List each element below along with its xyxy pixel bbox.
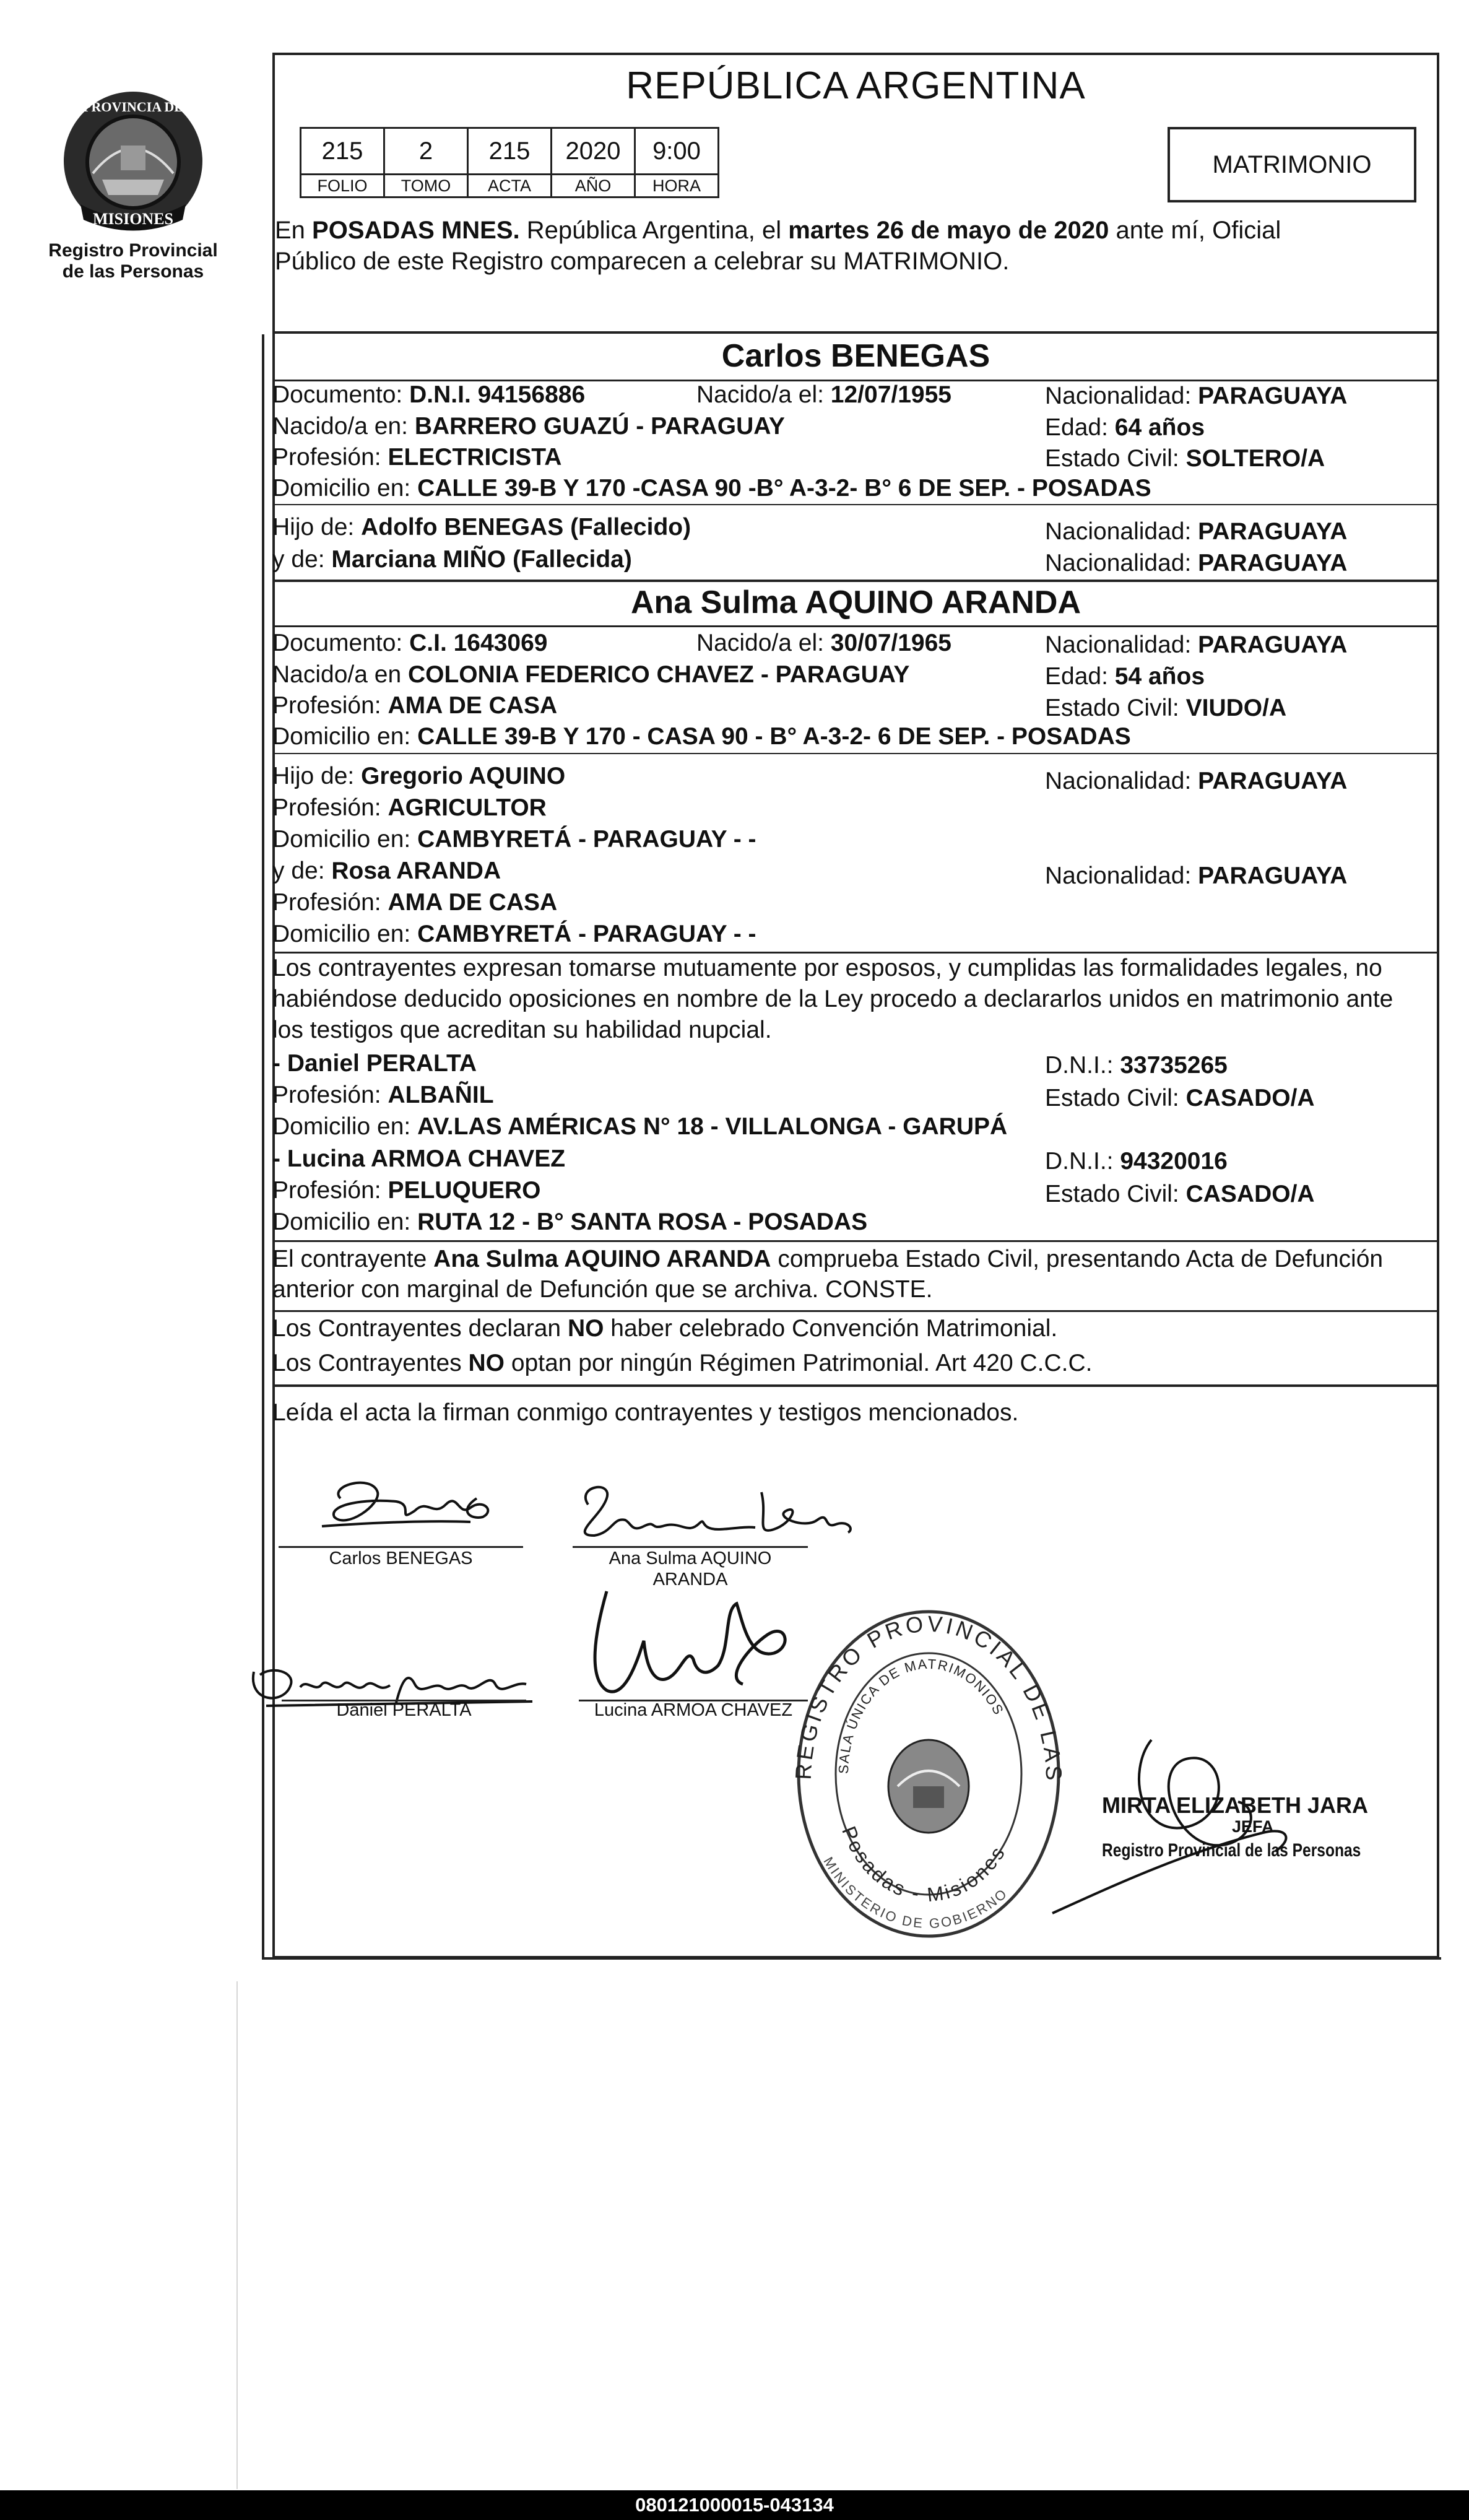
acta-value: 215 [468,128,552,175]
scan-margin-line [236,1981,238,2489]
witness-1-dni: D.N.I.: 33735265 [1045,1052,1228,1079]
official-role: JEFA [1232,1817,1274,1836]
folio-value: 215 [301,128,384,175]
logo-band-text: MISIONES [92,210,174,228]
divider [272,625,1439,627]
frame-outer-bottom [262,1957,1441,1960]
groom-mother-nationality: Nacionalidad: PARAGUAYA [1045,550,1348,576]
divider [272,1384,1439,1387]
bride-mother: y de: Rosa ARANDA [272,858,501,884]
bride-father-profession: Profesión: AGRICULTOR [272,794,547,821]
witness-2-dni: D.N.I.: 94320016 [1045,1148,1228,1175]
hora-value: 9:00 [635,128,719,175]
ano-label: AÑO [552,175,635,198]
witness-2-profession: Profesión: PELUQUERO [272,1177,541,1204]
groom-nationality: Nacionalidad: PARAGUAYA [1045,383,1348,409]
tomo-value: 2 [384,128,468,175]
bride-signature-caption-line-1: Ana Sulma AQUINO [609,1549,772,1568]
bride-profession: Profesión: AMA DE CASA [272,692,558,719]
groom-signature-caption: Carlos BENEGAS [329,1549,473,1568]
document-code-bar [0,2490,1469,2520]
bride-birthplace: Nacido/a en COLONIA FEDERICO CHAVEZ - PARAGUAY [272,661,910,688]
frame-outer-edge [262,334,264,1960]
witness-1-profession: Profesión: ALBAÑIL [272,1082,494,1108]
folio-label: FOLIO [301,175,384,198]
witness-1-civil-status: Estado Civil: CASADO/A [1045,1085,1315,1111]
bride-address: Domicilio en: CALLE 39-B Y 170 - CASA 90 - B° A-3-2- 6 DE SEP. - POSADAS [272,723,1131,750]
bride-signature-caption-line-2: ARANDA [652,1570,728,1589]
groom-father: Hijo de: Adolfo BENEGAS (Fallecido) [272,514,691,541]
declaration-line-1: Los contrayentes expresan tomarse mutuamente por esposos, y cumplidas las formalidades legales, no [272,955,1382,981]
document-code: 080121000015-043134 [635,2494,834,2516]
bride-birthdate: Nacido/a el: 30/07/1965 [696,630,951,656]
civil-status-note-line-2: anterior con marginal de Defunción que se archiva. CONSTE. [272,1276,933,1303]
seal-inner-text: SALA ÚNICA DE MATRIMONIOS [835,1656,1007,1775]
bride-mother-address: Domicilio en: CAMBYRETÁ - PARAGUAY - - [272,921,756,947]
seal-emblem [888,1740,969,1833]
groom-name-heading: Carlos BENEGAS [721,338,990,374]
logo-caption-line2: de las Personas [62,261,204,282]
ano-value: 2020 [552,128,635,175]
bride-father-address: Domicilio en: CAMBYRETÁ - PARAGUAY - - [272,826,756,853]
groom-address: Domicilio en: CALLE 39-B Y 170 -CASA 90 -B° A-3-2- B° 6 DE SEP. - POSADAS [272,475,1151,502]
witness-2-address: Domicilio en: RUTA 12 - B° SANTA ROSA - POSADAS [272,1209,868,1235]
record-type: MATRIMONIO [1212,150,1372,178]
groom-civil-status: Estado Civil: SOLTERO/A [1045,445,1325,472]
province-logo [59,87,207,235]
groom-father-nationality: Nacionalidad: PARAGUAYA [1045,518,1348,545]
witness-1-signature-caption: Daniel PERALTA [336,1700,472,1720]
bride-civil-status: Estado Civil: VIUDO/A [1045,695,1287,721]
tomo-label: TOMO [384,175,468,198]
declaration-line-2: habiéndose deducido oposiciones en nombre de la Ley procedo a declararlos unidos en matrimonio ante [272,986,1393,1012]
bride-name-heading: Ana Sulma AQUINO ARANDA [630,584,1081,620]
record-type-box [1168,127,1416,202]
closing-statement: Leída el acta la firman conmigo contrayentes y testigos mencionados. [272,1399,1019,1426]
witness-1-name: - Daniel PERALTA [272,1050,477,1077]
witness-2-civil-status: Estado Civil: CASADO/A [1045,1181,1315,1207]
bride-nationality: Nacionalidad: PARAGUAYA [1045,632,1348,658]
official-registry: Registro Provincial de las Personas [1102,1840,1361,1861]
bride-document: Documento: C.I. 1643069 [272,630,548,656]
divider [272,504,1439,505]
divider [272,753,1439,754]
intro-line-1: En POSADAS MNES. República Argentina, el martes 26 de mayo de 2020 ante mí, Oficial [275,217,1281,244]
bride-mother-nationality: Nacionalidad: PARAGUAYA [1045,862,1348,889]
divider [272,1240,1439,1242]
regime-statement: Los Contrayentes NO optan por ningún Régimen Patrimonial. Art 420 C.C.C. [272,1350,1093,1376]
groom-profession: Profesión: ELECTRICISTA [272,444,562,471]
divider [272,580,1439,582]
logo-arc-text: PROVINCIA DE [83,99,183,115]
groom-birthplace: Nacido/a en: BARRERO GUAZÚ - PARAGUAY [272,413,785,440]
witness-2-name: - Lucina ARMOA CHAVEZ [272,1145,566,1172]
bride-mother-profession: Profesión: AMA DE CASA [272,889,558,916]
hora-label: HORA [635,175,719,198]
bride-age: Edad: 54 años [1045,663,1205,690]
witness-2-signature-caption: Lucina ARMOA CHAVEZ [594,1700,793,1720]
seal-bottom-text: Posadas - Misiones [838,1823,1010,1906]
witness-2-signature [570,1585,805,1709]
groom-document: Documento: D.N.I. 94156886 [272,381,586,408]
acta-label: ACTA [468,175,552,198]
intro-line-2: Público de este Registro comparecen a celebrar su MATRIMONIO. [275,248,1010,275]
divider [272,331,1439,334]
groom-age: Edad: 64 años [1045,414,1205,441]
logo-caption-line1: Registro Provincial [48,240,218,261]
civil-status-note-line-1: El contrayente Ana Sulma AQUINO ARANDA comprueba Estado Civil, presentando Acta de Defunción [272,1246,1384,1272]
divider [272,1310,1439,1312]
groom-signature [272,1449,532,1548]
groom-birthdate: Nacido/a el: 12/07/1955 [696,381,951,408]
official-name: MIRTA ELIZABETH JARA [1102,1792,1368,1818]
convention-statement: Los Contrayentes declaran NO haber celebrado Convención Matrimonial. [272,1315,1058,1342]
bride-father: Hijo de: Gregorio AQUINO [272,763,566,789]
bride-father-nationality: Nacionalidad: PARAGUAYA [1045,768,1348,794]
bride-signature [557,1467,879,1554]
declaration-line-3: los testigos que acreditan su habilidad nupcial. [272,1017,772,1043]
witness-1-address: Domicilio en: AV.LAS AMÉRICAS N° 18 - VILLALONGA - GARUPÁ [272,1113,1008,1140]
seal-ring-text: REGISTRO PROVINCIAL DE LAS PERSONAS [776,1580,1067,1784]
logo-caption [37,240,229,282]
country-title: REPÚBLICA ARGENTINA [626,64,1086,107]
registry-table [300,127,719,198]
groom-mother: y de: Marciana MIÑO (Fallecida) [272,546,632,573]
seal-ministry-text: MINISTERIO DE GOBIERNO [820,1854,1011,1932]
